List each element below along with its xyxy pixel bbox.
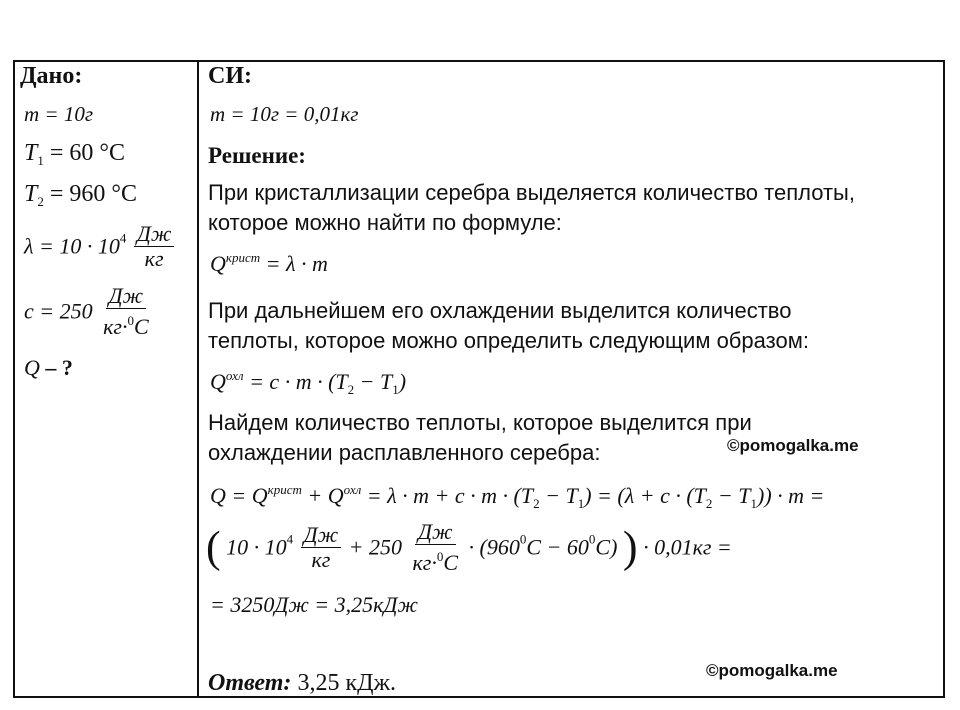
f3-s1: 2 (533, 496, 540, 511)
given-t2 (24, 181, 137, 210)
f2-c: ) (398, 369, 407, 394)
f3-f: − T (712, 483, 751, 508)
formula-cooling (210, 368, 406, 398)
f3-c: = λ · m + c · m · (T (361, 483, 534, 508)
lambda-exp: 4 (119, 230, 127, 246)
solution-header: Решение: (208, 143, 306, 168)
formula-crystallization (210, 250, 328, 277)
given-find (24, 355, 73, 381)
t2-symbol: T (24, 181, 38, 207)
f2-a: = c · m · (T (243, 369, 348, 394)
c-unit-num: Дж (106, 284, 146, 309)
answer-value: 3,25 кДж. (291, 670, 397, 696)
f3-sup1: крист (267, 482, 302, 497)
formula-total (210, 482, 824, 512)
f3-a: Q = Q (210, 483, 268, 508)
given-lambda (24, 222, 176, 271)
column-divider (197, 60, 199, 698)
lambda-unit (134, 222, 174, 271)
f4-b: + 250 (348, 534, 402, 560)
paragraph-3-line-2: охлаждении расплавленного серебра: (208, 440, 601, 465)
f2-s1: 2 (347, 382, 355, 397)
f3-sup2: охл (343, 482, 362, 497)
paragraph-2-line-1: При дальнейшем его охлаждении выделится количество (208, 298, 792, 323)
f4-den2exp: 0 (436, 549, 444, 564)
lambda-unit-den: кг (144, 246, 164, 271)
f3-d: − T (539, 483, 578, 508)
f4-unit-2 (409, 520, 461, 575)
f4-den2a: кг· (412, 550, 437, 575)
f3-b: + Q (301, 483, 344, 508)
lambda-left: λ = 10 · 10 (24, 233, 120, 259)
lambda-unit-num: Дж (134, 222, 174, 247)
f3-e: ) = (λ + c · (T (584, 483, 706, 508)
f4-c: · (960 (468, 534, 520, 560)
f4-den2b: C (443, 550, 459, 575)
t2-value: = 960 °C (49, 181, 137, 207)
given-t1 (24, 140, 125, 169)
answer-label: Ответ: (208, 670, 292, 696)
t1-subscript: 1 (37, 153, 44, 168)
c-unit-den-b: C (134, 314, 149, 339)
f1-q: Q (210, 251, 226, 276)
si-conversion: m = 10г = 0,01кг (210, 102, 359, 126)
c-unit-den (100, 309, 152, 339)
f4-exp: 4 (286, 531, 294, 547)
given-mass: m = 10г (24, 102, 94, 126)
f4-exp2: 0 (519, 531, 527, 547)
f4-d: C − 60 (526, 534, 589, 560)
f2-s2: 1 (392, 382, 399, 397)
f4-e: C) (595, 534, 618, 560)
given-header: Дано: (20, 63, 83, 89)
c-unit-den-exp: 0 (127, 313, 134, 328)
t1-symbol: T (24, 140, 38, 166)
f1-sup: крист (225, 250, 261, 265)
c-unit-den-a: кг· (103, 314, 128, 339)
paragraph-1-line-1: При кристаллизации серебра выделяется количество теплоты, (208, 180, 855, 205)
watermark-lower: ©pomogalka.me (706, 661, 838, 680)
f4-den1: кг (311, 547, 331, 572)
f1-rest: = λ · m (260, 251, 328, 276)
f4-den2 (409, 545, 461, 575)
watermark-upper: ©pomogalka.me (727, 436, 859, 455)
f3-g: )) · m = (757, 483, 825, 508)
formula-result: = 3250Дж = 3,25кДж (210, 592, 418, 617)
close-paren: ) (622, 522, 638, 572)
f4-tail: · 0,01кг = (643, 534, 732, 560)
si-header: СИ: (208, 63, 252, 89)
solution-table (13, 60, 945, 698)
t2-subscript: 2 (37, 194, 44, 209)
f3-s3: 2 (705, 496, 713, 511)
f4-unit-1 (301, 523, 341, 572)
f2-b: − T (354, 369, 393, 394)
find-rest: – ? (45, 355, 73, 380)
f4-exp3: 0 (588, 531, 596, 547)
c-left: c = 250 (24, 298, 93, 324)
t1-value: = 60 °C (49, 140, 125, 166)
answer (208, 670, 396, 697)
f2-sup: охл (225, 368, 244, 383)
open-paren: ( (206, 522, 221, 572)
f4-num1: Дж (301, 523, 341, 548)
formula-substitution (206, 520, 732, 575)
paragraph-2-line-2: теплоты, которое можно определить следующим образом: (208, 328, 809, 353)
paragraph-1-line-2: которое можно найти по формуле: (208, 210, 562, 235)
find-q: Q (24, 355, 40, 380)
f3-s4: 1 (750, 496, 758, 511)
f4-a: 10 · 10 (226, 534, 287, 560)
f3-s2: 1 (577, 496, 585, 511)
c-unit (100, 284, 152, 339)
paragraph-3-line-1: Найдем количество теплоты, которое выделится при (208, 410, 752, 435)
given-c (24, 284, 154, 339)
f4-num2: Дж (415, 520, 455, 545)
f2-q: Q (210, 369, 226, 394)
